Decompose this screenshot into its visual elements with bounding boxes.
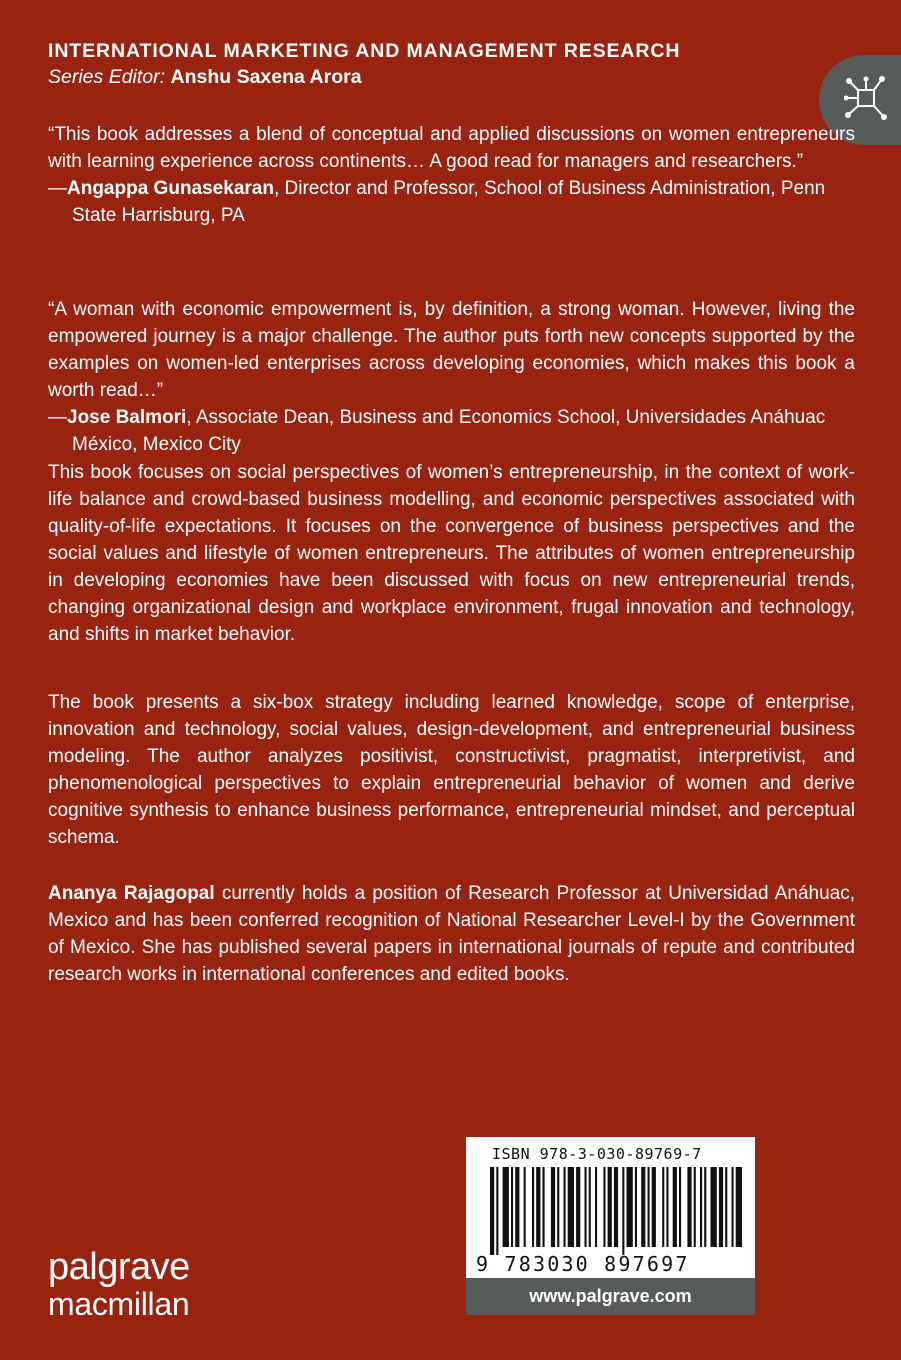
isbn-barcode-box: [466, 1137, 755, 1315]
quote-text: “This book addresses a blend of conceptual and applied discussions on women entrepreneurs with learning experience across continents… A good read for managers and researchers.”: [48, 124, 855, 172]
barcode-bar: [694, 1167, 696, 1247]
quote-attribution: [48, 404, 855, 458]
barcode-bar: [608, 1167, 612, 1247]
barcode-icon: [476, 1167, 746, 1255]
barcode-bar: [503, 1167, 509, 1247]
publisher-line-2: macmillan: [48, 1286, 190, 1322]
barcode-bar: [666, 1167, 668, 1247]
barcode-bar: [536, 1167, 540, 1247]
barcode-bar: [589, 1167, 591, 1247]
barcode-bar: [511, 1167, 513, 1247]
quote-author: Jose Balmori: [67, 407, 187, 428]
quote-author: Angappa Gunasekaran: [67, 178, 274, 199]
description-paragraph-1: [48, 459, 855, 648]
publisher-wordmark: [48, 1248, 190, 1320]
quote-attribution: [48, 175, 855, 229]
description-text-1: This book focuses on social perspectives of women’s entrepreneurship, in the context of work-life balance and crowd-based business modelling, and economic perspectives associated with quality-of-life expectations. It focuses on the convergence of business perspectives and the social values and lifestyle of women entrepreneurs. The attributes of women entrepreneurship in developing economies have been discussed with focus on new entrepreneurial trends, changing organizational design and workplace environment, frugal innovation and technology, and shifts in market behavior.: [48, 462, 855, 645]
barcode-bar: [603, 1167, 605, 1247]
barcode-bar: [576, 1167, 580, 1247]
barcode-bar: [622, 1167, 624, 1255]
barcode-bar: [524, 1167, 526, 1247]
description-paragraph-2: [48, 689, 855, 851]
barcode-bar: [635, 1167, 637, 1247]
barcode-bar: [736, 1167, 742, 1247]
barcode-bar: [543, 1167, 545, 1247]
barcode-bar: [568, 1167, 574, 1247]
barcode-bar: [648, 1167, 650, 1247]
barcode-bar: [614, 1167, 618, 1247]
barcode-bar: [557, 1167, 559, 1247]
bio-body: currently holds a position of Research Professor at Universidad Anáhuac, Mexico and has been conferred recognition of National Researcher Level-I by the Government of Mexico. She has published several papers in international journals of repute and contributed research works in international conferences and edited books.: [48, 883, 856, 985]
isbn-label: ISBN 978-3-030-89769-7: [492, 1145, 702, 1163]
bio-text: [48, 880, 855, 988]
barcode-digits: 9 783030 897697: [476, 1252, 690, 1276]
barcode-bar: [704, 1167, 706, 1247]
barcode-bar: [673, 1167, 677, 1247]
barcode-bar: [732, 1167, 734, 1247]
barcode-bar: [532, 1167, 534, 1247]
publisher-line-1: palgrave: [48, 1246, 190, 1288]
series-title: INTERNATIONAL MARKETING AND MANAGEMENT RESEARCH: [48, 40, 681, 62]
barcode-bar: [711, 1167, 717, 1247]
barcode-bar: [551, 1167, 555, 1247]
barcode-bar: [627, 1167, 633, 1247]
barcode-bar: [595, 1167, 597, 1247]
barcode-bar: [652, 1167, 656, 1247]
endorsement-quote-1: [48, 121, 855, 229]
endorsement-quote-2: [48, 296, 855, 458]
series-editor-name: Anshu Saxena Arora: [170, 66, 362, 88]
quote-dash: —: [48, 407, 67, 428]
author-bio: [48, 880, 855, 988]
series-editor: [48, 66, 362, 89]
barcode-bar: [496, 1167, 498, 1255]
quote-text: “A woman with economic empowerment is, by definition, a strong woman. However, living the empowered journey is a major challenge. The author puts forth new concepts supported by the examples on women-led enterprises across developing economies, which makes this book a worth read…”: [48, 299, 855, 401]
series-editor-label: Series Editor:: [48, 66, 166, 88]
barcode-bar: [662, 1167, 664, 1247]
barcode-bar: [585, 1167, 587, 1247]
barcode-bar: [641, 1167, 645, 1247]
barcode-bar: [679, 1167, 681, 1247]
barcode-bar: [725, 1167, 727, 1247]
quote-affiliation: , Associate Dean, Business and Economics School, Universidades Anáhuac México, Mexico City: [72, 407, 826, 455]
barcode-bar: [515, 1167, 519, 1247]
barcode-bar: [719, 1167, 723, 1247]
palgrave-network-logo-icon: [844, 75, 888, 123]
barcode-bar: [490, 1167, 494, 1255]
barcode-bar: [687, 1167, 691, 1247]
quote-dash: —: [48, 178, 67, 199]
description-text-2: The book presents a six-box strategy including learned knowledge, scope of enterprise, innovation and technology, social values, design-development, and entrepreneurial business modeling. The author analyzes positivist, constructivist, pragmatist, interpretivist, and phenomenological perspectives to explain entrepreneurial behavior of women and derive cognitive synthesis to enhance business performance, entrepreneurial mindset, and perceptual schema.: [48, 692, 855, 848]
publisher-url: www.palgrave.com: [466, 1278, 755, 1315]
barcode-bar: [700, 1167, 702, 1247]
quote-affiliation: , Director and Professor, School of Business Administration, Penn State Harrisburg, PA: [72, 178, 826, 226]
barcode-bar: [564, 1167, 566, 1247]
bio-author-name: Ananya Rajagopal: [48, 883, 215, 904]
